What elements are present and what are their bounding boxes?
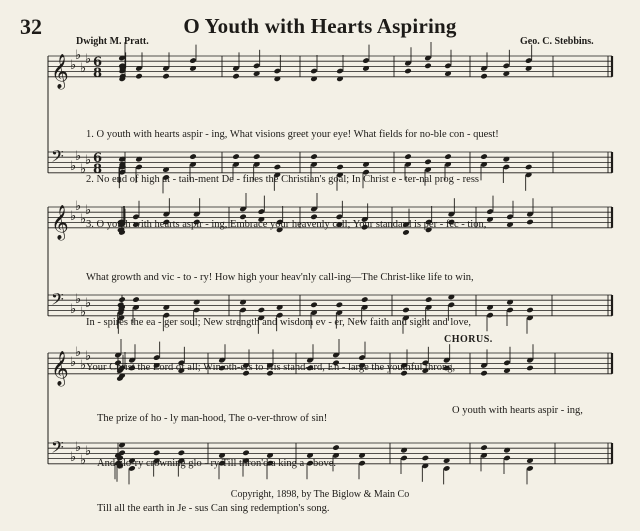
flat-icon: ♭ <box>85 296 92 311</box>
lyric-line: Your Christ the Lord of all; Win oth-ers to His stand-ard, En - large the youthful throng, <box>86 362 456 373</box>
note-head <box>135 73 143 80</box>
lyric-line: 2. No end of high at - tain-ment De - fines the Christian's goal; In Christ e - ter-nal prog - ress <box>86 174 480 185</box>
note-head <box>422 455 430 462</box>
treble-clef-icon: 𝄞 <box>51 204 69 240</box>
note-head <box>232 73 240 80</box>
note-head <box>162 73 170 80</box>
flat-icon: ♭ <box>80 212 87 227</box>
treble-clef-icon: 𝄞 <box>51 53 69 89</box>
lyric-line: Till all the earth in Je - sus Can sing redemption's song. <box>97 503 330 514</box>
flat-icon: ♭ <box>75 149 82 164</box>
flat-icon: ♭ <box>80 162 87 177</box>
flat-icon: ♭ <box>75 48 82 63</box>
time-signature: 6 <box>93 151 103 166</box>
note-head <box>404 68 412 75</box>
note-head <box>480 444 488 451</box>
lyrics-system-1 <box>86 97 499 247</box>
lyrics-system-3 <box>97 381 336 531</box>
note-head <box>480 73 488 80</box>
flat-icon: ♭ <box>75 292 82 307</box>
flat-icon: ♭ <box>70 159 77 174</box>
note-head <box>526 365 534 372</box>
flat-icon: ♭ <box>70 355 77 370</box>
flat-icon: ♭ <box>75 199 82 214</box>
lyric-line: In - spires the ea - ger soul; New strength and wisdom ev - er, New faith and sight and love, <box>86 317 472 328</box>
flat-icon: ♭ <box>80 305 87 320</box>
note-head <box>526 307 534 314</box>
copyright-notice: Copyright, 1898, by The Biglow & Main Co <box>230 489 410 500</box>
flat-icon: ♭ <box>80 453 87 468</box>
flat-icon: ♭ <box>85 349 92 364</box>
flat-icon: ♭ <box>80 358 87 373</box>
lyric-line: And glo-ry crowning glo - ry Till thron'd a king a - bove. <box>97 458 336 469</box>
flat-icon: ♭ <box>70 58 77 73</box>
treble-clef-icon: 𝄞 <box>51 350 69 386</box>
flat-icon: ♭ <box>85 52 92 67</box>
bass-clef-icon: 𝄢 <box>51 437 64 461</box>
lyric-line: What growth and vic - to - ry! How high your heav'nly call-ing—The Christ-like life to win, <box>86 272 474 283</box>
note-head <box>526 219 534 226</box>
flat-icon: ♭ <box>75 345 82 360</box>
time-signature: 8 <box>93 66 103 81</box>
flat-icon: ♭ <box>70 302 77 317</box>
flat-icon: ♭ <box>70 209 77 224</box>
flat-icon: ♭ <box>85 203 92 218</box>
flat-icon: ♭ <box>80 61 87 76</box>
chorus-lyric: O youth with hearts aspir - ing, <box>452 405 583 416</box>
flat-icon: ♭ <box>85 153 92 168</box>
flat-icon: ♭ <box>75 440 82 455</box>
flat-icon: ♭ <box>85 444 92 459</box>
lyricist-credit: Dwight M. Pratt. <box>76 36 149 47</box>
note-head <box>480 370 488 377</box>
lyric-line: The prize of ho - ly man-hood, The o-ver-throw of sin! <box>97 413 328 424</box>
flat-icon: ♭ <box>70 450 77 465</box>
bass-clef-icon: 𝄢 <box>51 289 64 313</box>
bass-clef-icon: 𝄢 <box>51 146 64 170</box>
page-number: 32 <box>20 14 42 39</box>
chorus-label: CHORUS. <box>444 334 493 345</box>
note-head <box>424 63 432 70</box>
time-signature: 6 <box>93 55 103 70</box>
time-signature: 8 <box>93 162 103 177</box>
hymn-title: O Youth with Hearts Aspiring <box>183 14 457 38</box>
lyric-line: 3. O youth with hearts aspir - ing, Embrace your heavenly call; Your standard is per - fec - tion, <box>86 219 487 230</box>
lyric-line: 1. O youth with hearts aspir - ing, What visions greet your eye! What fields for no-ble con - quest! <box>86 129 499 140</box>
lyrics-system-2 <box>86 240 474 390</box>
composer-credit: Geo. C. Stebbins. <box>520 36 594 47</box>
note-head <box>525 164 533 171</box>
